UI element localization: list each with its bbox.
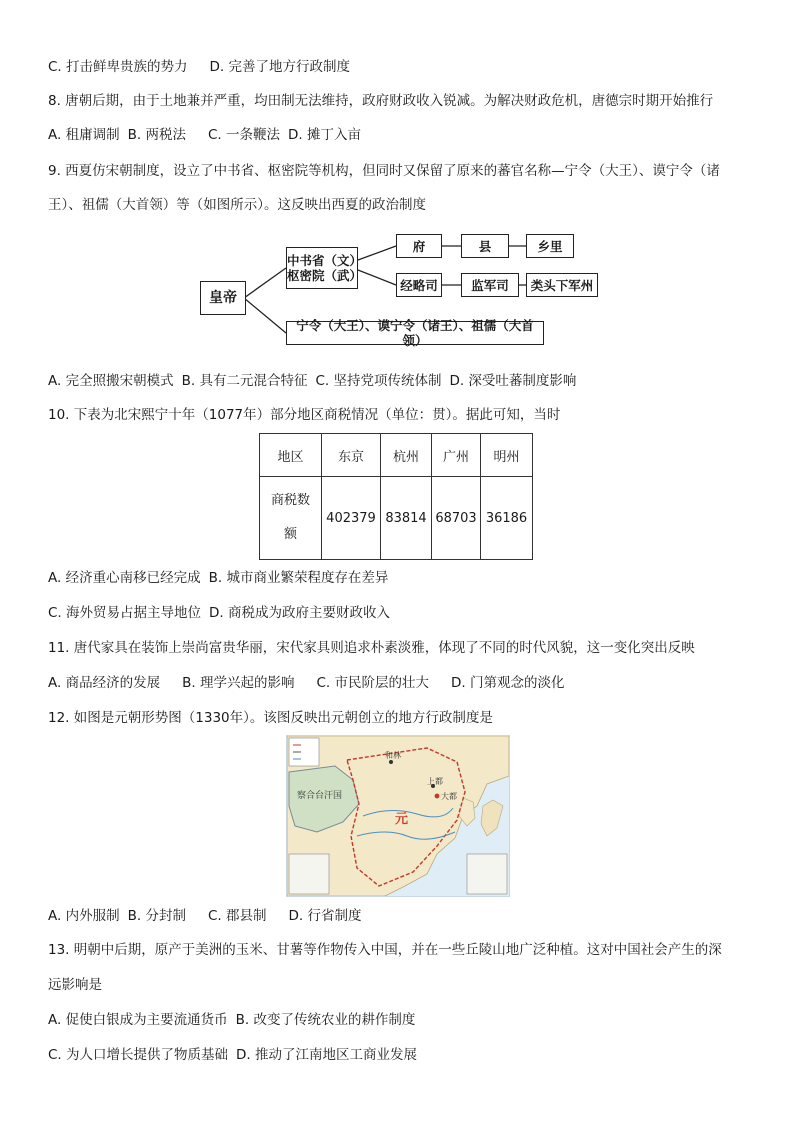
zhongshu-label: 中书省（文） [287,253,363,268]
shangdu-label: 上都 [427,777,443,786]
value-cell: 83814 [381,477,432,560]
option-a: A. 商品经济的发展 [48,675,161,691]
option-c: C. 海外贸易占据主导地位 [48,605,202,621]
option-b: B. 分封制 [127,908,186,924]
header-cell: 广州 [432,434,481,477]
table-header-row [260,434,533,477]
table-row [260,477,533,560]
header-cell: 明州 [481,434,533,477]
q13-stem-line1: 13. 明朝中后期，原产于美洲的玉米、甘薯等作物传入中国，并在一些丘陵山地广泛种植。这对中国社会产生的深 [48,942,722,958]
value-cell: 402379 [322,477,381,560]
q13-options-line2 [48,1045,417,1065]
q9-stem-line1: 9. 西夏仿宋朝制度，设立了中书省、枢密院等机构，但同时又保留了原来的蕃官名称—宁令（大王）、谟宁令（诸 [48,163,720,179]
tax-table [259,433,533,560]
dadu-label: 大都 [441,792,457,801]
option-a: A. 完全照搬宋朝模式 [48,373,174,389]
option-d: D. 摊丁入亩 [287,127,361,143]
q12-stem: 12. 如图是元朝形势图（1330年）。该图反映出元朝创立的地方行政制度是 [48,710,493,726]
option-d: D. 深受吐蕃制度影响 [449,373,577,389]
q10-stem: 10. 下表为北宋熙宁十年（1077年）部分地区商税情况（单位：贯）。据此可知，当时 [48,407,561,423]
q11-options [48,673,564,693]
option-a: A. 促使白银成为主要流通货币 [48,1012,228,1028]
option-c: C. 一条鞭法 [207,127,280,143]
value-cell: 68703 [432,477,481,560]
leitou-box: 类头下军州 [526,273,598,297]
xixia-org-chart [200,230,620,350]
option-c: C. 市民阶层的壮大 [316,675,429,691]
option-b: B. 改变了传统农业的耕作制度 [235,1012,416,1028]
fanguan-box: 宁令（大王）、谟宁令（诸王）、祖儒（大首领） [286,321,544,345]
helin-label: 和林 [385,751,401,760]
option-c: C. 坚持党项传统体制 [315,373,442,389]
option-d: D. 门第观念的淡化 [450,675,565,691]
row-label-line: 额 [283,527,297,542]
option-d: D. 商税成为政府主要财政收入 [209,605,390,621]
q9-options [48,371,576,391]
option-a: A. 内外服制 [48,908,120,924]
yuan-dynasty-map [286,735,510,897]
value-cell: 36186 [481,477,533,560]
option-b: B. 城市商业繁荣程度存在差异 [208,570,389,586]
q12-options [48,906,361,926]
shumi-label: 枢密院（武） [287,268,363,283]
q10-options-line2 [48,603,390,623]
q7-options [48,57,350,77]
option-b: B. 具有二元混合特征 [181,373,308,389]
option-d: D. 推动了江南地区工商业发展 [236,1047,417,1063]
row-label-line: 商税数 [270,493,310,508]
xiangli-box: 乡里 [526,234,574,258]
header-cell: 地区 [260,434,322,477]
header-cell: 东京 [322,434,381,477]
option-a: A. 租庸调制 [48,127,120,143]
emperor-box: 皇帝 [200,281,246,315]
xian-box: 县 [461,234,509,258]
option-a: A. 经济重心南移已经完成 [48,570,201,586]
option-b: B. 理学兴起的影响 [182,675,295,691]
q11-stem: 11. 唐代家具在装饰上崇尚富贵华丽，宋代家具则追求朴素淡雅，体现了不同的时代风貌，这一变化突出反映 [48,640,695,656]
option-b: B. 两税法 [127,127,186,143]
fu-box: 府 [396,234,442,258]
q13-stem-line2: 远影响是 [48,977,102,993]
chaghatai-label: 察合台汗国 [297,791,343,801]
q10-options-line1 [48,568,388,588]
q9-stem-line2: 王）、祖儒（大首领）等（如图所示）。这反映出西夏的政治制度 [48,197,426,213]
option-c: C. 打击鲜卑贵族的势力 [48,59,188,75]
q13-options-line1 [48,1010,415,1030]
jianjun-box: 监军司 [461,273,519,297]
yuan-label: 元 [395,812,409,827]
jinglue-box: 经略司 [396,273,442,297]
option-c: C. 郡县制 [207,908,267,924]
row-label-cell [260,477,322,560]
option-c: C. 为人口增长提供了物质基础 [48,1047,229,1063]
option-d: D. 行省制度 [288,908,362,924]
header-cell: 杭州 [381,434,432,477]
q8-stem: 8. 唐朝后期，由于土地兼并严重，均田制无法维持，政府财政收入锐减。为解决财政危机，唐德宗时期开始推行 [48,93,714,109]
central-offices-box [286,247,363,289]
q8-options [48,125,361,145]
option-d: D. 完善了地方行政制度 [209,59,350,75]
